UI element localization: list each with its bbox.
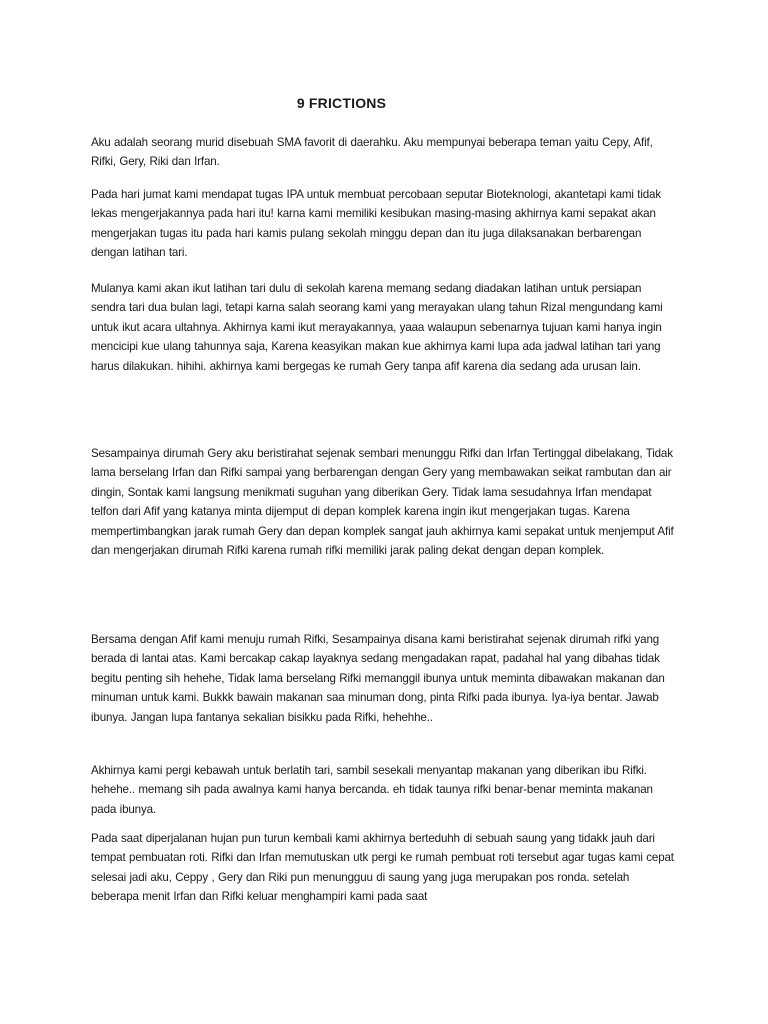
paragraph-4: Sesampainya dirumah Gery aku beristirahat sejenak sembari menunggu Rifki dan Irfan Tertinggal dibelakang, Tidak lama berselang Irfan dan Rifki sampai yang berbarengan dengan Gery yang membawakan seikat rambutan dan air dingin, Sontak kami langsung menikmati suguhan yang diberikan Gery. Tidak lama sesudahnya Irfan mendapat telfon dari Afif yang katanya minta dijemput di depan komplek karena ingin ikut mengerjakan tugas. Karena mempertimbangkan jarak rumah Gery dan depan komplek sangat jauh akhirnya kami sepakat untuk menjemput Afif dan mengerjakan dirumah Rifki karena rumah rifki memiliki jarak paling dekat dengan depan komplek. <box>91 447 674 558</box>
paragraph-7: Pada saat diperjalanan hujan pun turun kembali kami akhirnya berteduhh di sebuah saung yang tidakk jauh dari tempat pembuatan roti. Rifki dan Irfan memutuskan utk pergi ke rumah pembuat roti tersebut agar tugas kami cepat selesai jadi aku, Ceppy , Gery dan Riki pun menungguu di saung yang juga merupakan pos ronda. setelah beberapa menit Irfan dan Rifki keluar menghampiri kami pada saat <box>91 832 674 904</box>
paragraph-2: Pada hari jumat kami mendapat tugas IPA untuk membuat percobaan seputar Bioteknologi, akantetapi kami tidak lekas mengerjakannya pada hari itu! karna kami memiliki kesibukan masing-masing akhirnya kami sepakat akan mengerjakan tugas itu pada hari kamis pulang sekolah minggu depan dan itu juga dilaksanakan berbarengan dengan latihan tari. <box>91 188 662 260</box>
document-title: 9 FRICTIONS <box>296 95 387 111</box>
paragraph-1: Aku adalah seorang murid disebuah SMA favorit di daerahku. Aku mempunyai beberapa teman yaitu Cepy, Afif, Rifki, Gery, Riki dan Irfan. <box>91 136 653 169</box>
paragraph-3: Mulanya kami akan ikut latihan tari dulu di sekolah karena memang sedang diadakan latihan untuk persiapan sendra tari dua bulan lagi, tetapi karna salah seorang kami yang merayakan ulang tahun Rizal mengundang kami untuk ikut acara ultahnya. Akhirnya kami ikut merayakannya, yaaa walaupun sebenarnya tujuan kami hanya ingin mencicipi kue ulang tahunnya saja, Karena keasyikan makan kue akhirnya kami lupa ada jadwal latihan tari yang harus dilakukan. hihihi. akhirnya kami bergegas ke rumah Gery tanpa afif karena dia sedang ada urusan lain. <box>91 282 663 373</box>
paragraph-6: Akhirnya kami pergi kebawah untuk berlatih tari, sambil sesekali menyantap makanan yang diberikan ibu Rifki. hehehe.. memang sih pada awalnya kami hanya bercanda. eh tidak taunya rifki benar-benar meminta makanan pada ibunya. <box>91 764 653 816</box>
paragraph-5: Bersama dengan Afif kami menuju rumah Rifki, Sesampainya disana kami beristirahat sejenak dirumah rifki yang berada di lantai atas. Kami bercakap cakap layaknya sedang mengadakan rapat, padahal hal yang dibahas tidak begitu penting sih hehehe, Tidak lama berselang Rifki memanggil ibunya untuk meminta dibawakan makanan dan minuman untuk kami. Bukkk bawain makanan saa minuman dong, pinta Rifki pada ibunya. Iya-iya bentar. Jawab ibunya. Jangan lupa fantanya sekalian bisikku pada Rifki, hehehhe.. <box>91 633 665 724</box>
